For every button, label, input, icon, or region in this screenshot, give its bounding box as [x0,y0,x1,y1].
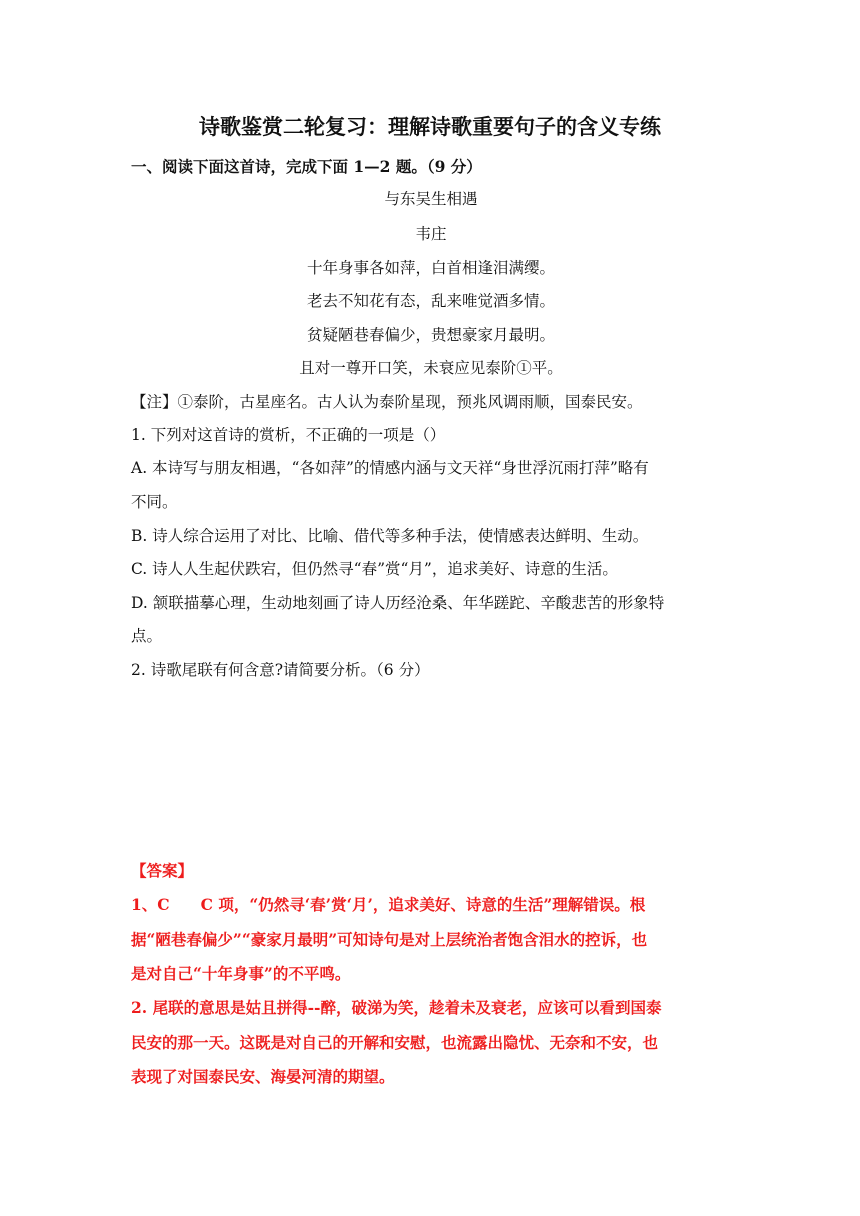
poem-author: 韦庄 [415,225,447,243]
option-d: D. 颔联描摹心理，生动地刻画了诗人历经沧桑、年华蹉跎、辛酸悲苦的形象特 [131,594,665,612]
answer-2: 2. 尾联的意思是姑且拼得--醉，破涕为笑，趁着未及衰老，应该可以看到国泰 [131,998,662,1017]
section-heading: 一、阅读下面这首诗，完成下面 1—2 题。（9 分） [131,157,482,176]
answer-heading: 【答案】 [131,861,194,880]
poem-line: 且对一尊开口笑，未衰应见泰阶①平。 [299,359,563,377]
question-1-stem: 1. 下列对这首诗的赏析，不正确的一项是（） [131,426,446,444]
option-c: C. 诗人人生起伏跌宕，但仍然寻“春”赏“月”，追求美好、诗意的生活。 [131,560,618,578]
answer-2-continued: 民安的那一天。这既是对自己的开解和安慰，也流露出隐忧、无奈和不安，也 [131,1033,659,1052]
answer-1-continued: 是对自己“十年身事”的不平鸣。 [131,964,351,983]
poem-line: 贫疑陋巷春偏少，贵想豪家月最明。 [306,326,555,344]
answer-1-continued: 据“陋巷春偏少”“豪家月最明”可知诗句是对上层统治者饱含泪水的控诉，也 [131,930,648,949]
footnote: 【注】①泰阶，古星座名。古人认为泰阶星现，预兆风调雨顺，国泰民安。 [131,393,643,411]
question-2-stem: 2. 诗歌尾联有何含意?请简要分析。（6 分） [131,661,430,679]
poem-line: 老去不知花有态，乱来唯觉酒多情。 [306,292,555,310]
option-a: A. 本诗写与朋友相遇，“各如萍”的情感内涵与文天祥“身世浮沉雨打萍”略有 [131,459,649,477]
option-d-continued: 点。 [131,627,163,645]
option-b: B. 诗人综合运用了对比、比喻、借代等多种手法，使情感表达鲜明、生动。 [131,527,649,545]
answer-2-continued: 表现了对国泰民安、海晏河清的期望。 [131,1067,395,1086]
option-a-continued: 不同。 [131,493,178,511]
poem-line: 十年身事各如萍，白首相逢泪满缨。 [306,259,555,277]
document-title: 诗歌鉴赏二轮复习：理解诗歌重要句子的含义专练 [199,114,661,139]
answer-1: 1、C C 项，“仍然寻‘春’赏‘月’，追求美好、诗意的生活”理解错误。根 [131,895,646,914]
poem-title: 与东吴生相遇 [384,190,478,208]
